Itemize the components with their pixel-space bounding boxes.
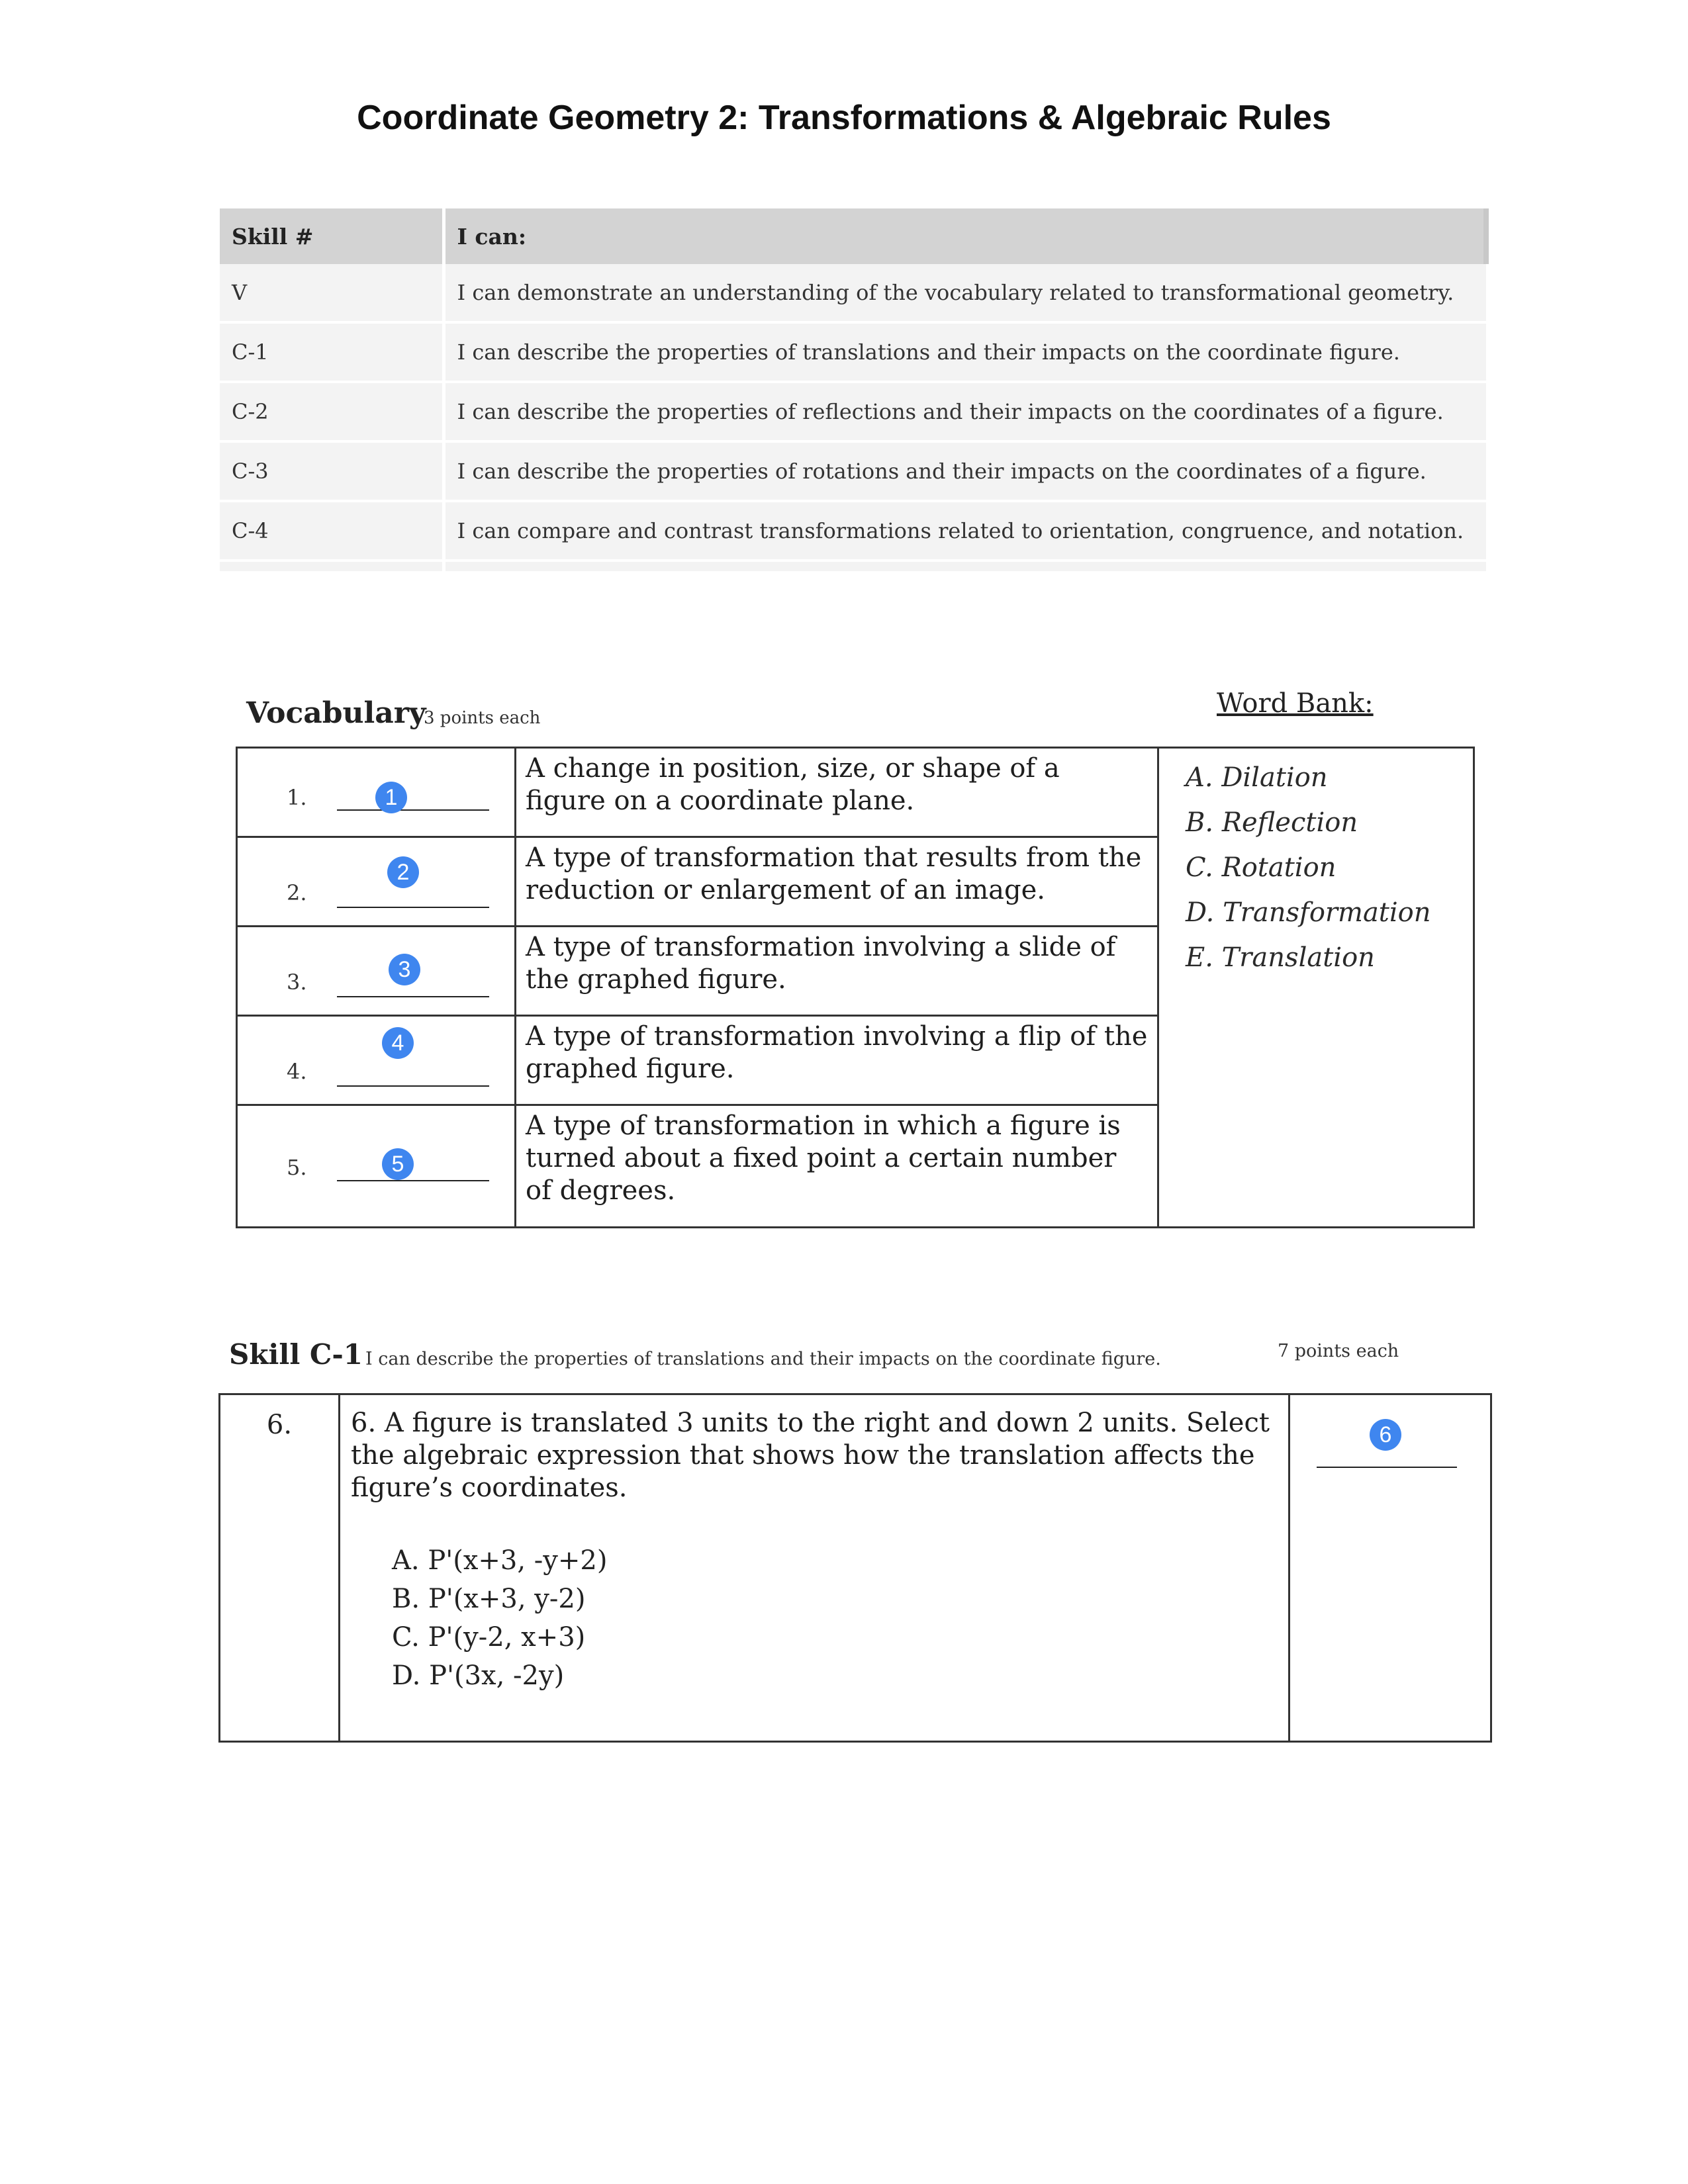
answer-marker-badge[interactable]: 2 (387, 856, 419, 888)
skills-header-skill: Skill # (220, 208, 444, 264)
word-bank-item: E. Translation (1186, 942, 1375, 973)
skill-code: C-3 (220, 441, 444, 501)
vocab-number: 3. (287, 970, 307, 995)
vocab-number: 5. (287, 1155, 307, 1180)
table-row (220, 501, 1486, 561)
word-bank-title: Word Bank: (1217, 688, 1374, 719)
vocab-definition: A type of transformation involving a slide of the graphed figure. (516, 927, 1158, 1016)
skill-code: C-4 (220, 501, 444, 561)
skill-c1-description: I can describe the properties of translations and their impacts on the coordinate figure. (365, 1349, 1161, 1369)
answer-marker-badge[interactable]: 5 (382, 1148, 414, 1180)
skills-header-row (220, 208, 1486, 264)
skill-description: I can describe the properties of rotations and their impacts on the coordinates of a figure. (444, 441, 1486, 501)
answer-blank[interactable] (337, 1180, 489, 1181)
page-title: Coordinate Geometry 2: Transformations & Algebraic Rules (357, 99, 1331, 137)
vocab-answer-cell (237, 1105, 516, 1228)
word-bank-item: B. Reflection (1186, 807, 1358, 838)
answer-blank[interactable] (337, 1085, 489, 1087)
vocab-number: 4. (287, 1059, 307, 1084)
word-bank (1158, 748, 1474, 1228)
skills-table (220, 208, 1489, 574)
answer-marker-badge[interactable]: 6 (1370, 1419, 1401, 1451)
question-number: 6. (220, 1394, 340, 1742)
answer-blank[interactable] (337, 907, 489, 908)
vocab-number: 2. (287, 880, 307, 905)
question-table (218, 1393, 1492, 1743)
skill-code: V (220, 264, 444, 322)
vocab-definition: A type of transformation involving a flip of the graphed figure. (516, 1016, 1158, 1105)
answer-marker-badge[interactable]: 4 (382, 1027, 414, 1059)
choice-list (392, 1541, 1279, 1695)
table-row (220, 382, 1486, 441)
skill-c1-heading: Skill C-1 (229, 1338, 363, 1371)
answer-cell (1289, 1394, 1491, 1742)
vocabulary-heading: Vocabulary (246, 696, 426, 730)
vocab-definition: A type of transformation that results from the reduction or enlargement of an image. (516, 837, 1158, 927)
question-cell (340, 1394, 1289, 1742)
vocab-answer-cell (237, 837, 516, 927)
question-text: 6. A figure is translated 3 units to the right and down 2 units. Select the algebraic expression that shows how the translation affects the figure’s coordinates. (351, 1408, 1270, 1503)
word-bank-item: C. Rotation (1186, 852, 1336, 883)
answer-blank[interactable] (337, 809, 489, 811)
word-bank-item: D. Transformation (1186, 897, 1431, 928)
table-row (220, 264, 1486, 322)
skill-description: I can demonstrate an understanding of the vocabulary related to transformational geometry. (444, 264, 1486, 322)
skill-code: C-1 (220, 322, 444, 382)
choice-b[interactable]: B. P'(x+3, y-2) (392, 1584, 586, 1614)
word-bank-item: A. Dilation (1186, 762, 1328, 793)
answer-blank[interactable] (1317, 1467, 1457, 1468)
answer-blank[interactable] (337, 996, 489, 997)
skills-header-ican: I can: (444, 208, 1486, 264)
table-row (220, 322, 1486, 382)
vocab-row (237, 748, 1474, 837)
vocabulary-table (236, 747, 1475, 1228)
table-row (220, 441, 1486, 501)
vocab-answer-cell (237, 927, 516, 1016)
vocab-answer-cell (237, 1016, 516, 1105)
choice-c[interactable]: C. P'(y-2, x+3) (392, 1622, 586, 1653)
answer-marker-badge[interactable]: 3 (389, 954, 420, 985)
vocab-answer-cell (237, 748, 516, 837)
question-row (220, 1394, 1491, 1742)
skill-description: I can describe the properties of reflections and their impacts on the coordinates of a figure. (444, 382, 1486, 441)
skill-code: C-2 (220, 382, 444, 441)
vocab-definition: A change in position, size, or shape of a figure on a coordinate plane. (516, 748, 1158, 837)
choice-a[interactable]: A. P'(x+3, -y+2) (392, 1545, 608, 1576)
answer-marker-badge[interactable]: 1 (375, 782, 407, 813)
table-row-spacer (220, 561, 1486, 572)
skill-description: I can compare and contrast transformations related to orientation, congruence, and notation. (444, 501, 1486, 561)
vocabulary-points: 3 points each (424, 708, 541, 728)
vocab-definition: A type of transformation in which a figure is turned about a fixed point a certain number of degrees. (516, 1105, 1158, 1228)
choice-d[interactable]: D. P'(3x, -2y) (392, 1661, 565, 1691)
skill-c1-points: 7 points each (1278, 1341, 1399, 1361)
skill-description: I can describe the properties of translations and their impacts on the coordinate figure. (444, 322, 1486, 382)
vocab-number: 1. (287, 785, 307, 810)
